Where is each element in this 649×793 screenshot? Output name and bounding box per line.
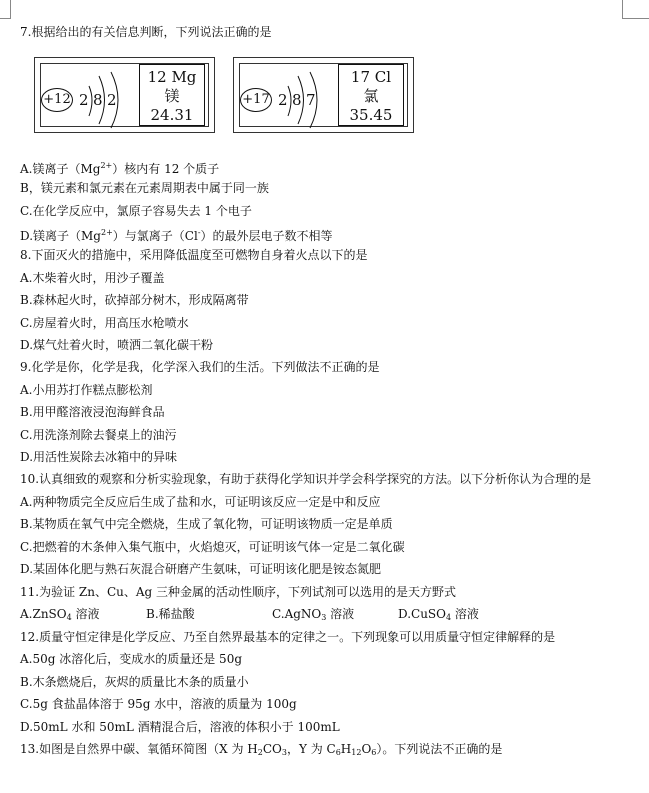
q10-b-text: B.某物质在氧气中完全燃烧，生成了氧化物，可证明该物质一定是单质 bbox=[20, 517, 393, 531]
q11-stem bbox=[20, 584, 645, 600]
q10-d-text: D.某固体化肥与熟石灰混合研磨产生氨味，可证明该化肥是铵态氮肥 bbox=[20, 562, 382, 576]
cl-symbol: Cl bbox=[374, 68, 392, 86]
q11-a-text: A.ZnSO bbox=[20, 607, 67, 621]
mg-shell-arc-1 bbox=[89, 86, 92, 116]
q8-a-text: A.木柴着火时，用沙子覆盖 bbox=[20, 271, 165, 285]
q7-a-text-end: ）核内有 12 个质子 bbox=[112, 162, 220, 176]
page-corner-mark-right bbox=[622, 0, 649, 19]
q13-stem bbox=[20, 741, 645, 757]
q12-stem-text: 12.质量守恒定律是化学反应、乃至自然界最基本的定律之一。下列现象可以用质量守恒定律解释的是 bbox=[20, 630, 556, 644]
q8-stem-text: 8.下面灭火的措施中，采用降低温度至可燃物自身着火点以下的是 bbox=[20, 248, 368, 262]
q7-option-d bbox=[20, 225, 645, 241]
mg-element-figure bbox=[34, 57, 215, 133]
q11-option-a bbox=[20, 606, 146, 626]
q10-c-text: C.把燃着的木条伸入集气瓶中，火焰熄灭，可证明该气体一定是二氧化碳 bbox=[20, 540, 405, 554]
q9-option-b bbox=[20, 404, 645, 420]
q7-a-text: A.镁离子（Mg bbox=[20, 162, 101, 176]
q11-d-subscript: 4 bbox=[445, 613, 452, 622]
q7-stem bbox=[20, 24, 645, 40]
q9-b-text: B.用甲醛溶液浸泡海鲜食品 bbox=[20, 405, 165, 419]
mg-shell-count-2: 8 bbox=[93, 91, 103, 109]
q9-option-a bbox=[20, 382, 645, 398]
cl-element-figure bbox=[233, 57, 414, 133]
q9-stem-text: 9.化学是你，化学是我，化学深入我们的生活。下列做法不正确的是 bbox=[20, 360, 380, 374]
q8-option-d bbox=[20, 337, 645, 353]
q8-option-b bbox=[20, 292, 645, 308]
q10-stem bbox=[20, 471, 645, 487]
q11-d-text: D.CuSO bbox=[398, 607, 446, 621]
q12-option-b bbox=[20, 674, 645, 690]
q12-option-d bbox=[20, 719, 645, 735]
q7-d-charge: 2+ bbox=[100, 228, 113, 237]
q7-b-text: B，镁元素和氯元素在元素周期表中属于同一族 bbox=[20, 181, 269, 195]
q12-c-text: C.5g 食盐晶体溶于 95g 水中，溶液的质量为 100g bbox=[20, 697, 297, 711]
q9-d-text: D.用活性炭除去冰箱中的异味 bbox=[20, 450, 178, 464]
q11-c-text-end: 溶液 bbox=[326, 607, 355, 621]
q7-d-text: D.镁离子（Mg bbox=[20, 229, 101, 243]
q8-option-a bbox=[20, 270, 645, 286]
cl-periodic-card bbox=[338, 64, 404, 126]
q13-sub-3: 6 bbox=[335, 748, 341, 757]
q12-d-text: D.50mL 水和 50mL 酒精混合后，溶液的体积小于 100mL bbox=[20, 720, 340, 734]
q10-option-a bbox=[20, 494, 645, 510]
q11-options-row bbox=[20, 606, 645, 622]
mg-atomic-mass: 24.31 bbox=[150, 106, 194, 124]
mg-shell-count-1: 2 bbox=[79, 91, 89, 109]
q9-option-c bbox=[20, 427, 645, 443]
q7-c-text: C.在化学反应中，氯原子容易失去 1 个电子 bbox=[20, 204, 252, 218]
q11-stem-text: 11.为验证 Zn、Cu、Ag 三种金属的活动性顺序，下列试剂可以选用的是天方野式 bbox=[20, 585, 457, 599]
cl-nucleus: +17 bbox=[240, 88, 272, 112]
q9-option-d bbox=[20, 449, 645, 465]
cl-shell-count-3: 7 bbox=[306, 91, 316, 109]
cl-shell-count-2: 8 bbox=[292, 91, 302, 109]
q13-text-1: CO bbox=[262, 742, 282, 756]
q7-d-text-mid: ）与氯离子（Cl bbox=[112, 229, 198, 243]
q13-sub-5: 6 bbox=[371, 748, 377, 757]
cl-shell-count-1: 2 bbox=[278, 91, 288, 109]
mg-element-name: 镁 bbox=[164, 87, 180, 105]
q10-stem-text: 10.认真细致的观察和分析实验现象，有助于获得化学知识并学会科学探究的方法。以下分析你认为合理的是 bbox=[20, 472, 592, 486]
q12-a-text: A.50g 冰溶化后，变成水的质量还是 50g bbox=[20, 652, 243, 666]
q13-stem-text: 13.如图是自然界中碳、氧循环简图（X 为 H bbox=[20, 742, 258, 756]
q11-a-subscript: 4 bbox=[66, 613, 72, 622]
q10-option-c bbox=[20, 539, 645, 555]
q7-a-charge: 2+ bbox=[100, 161, 113, 170]
q7-option-a bbox=[20, 158, 645, 174]
q7-stem-text: 7.根据给出的有关信息判断，下列说法正确的是 bbox=[20, 25, 272, 39]
q11-option-b bbox=[146, 606, 272, 622]
q11-option-d bbox=[398, 606, 524, 626]
q8-b-text: B.森林起火时，砍掉部分树木，形成隔离带 bbox=[20, 293, 249, 307]
q10-a-text: A.两种物质完全反应后生成了盐和水，可证明该反应一定是中和反应 bbox=[20, 495, 381, 509]
q7-d-text-end: ）的最外层电子数不相等 bbox=[200, 229, 333, 243]
mg-symbol: Mg bbox=[171, 68, 197, 86]
q11-option-c bbox=[272, 606, 398, 626]
q13-sub-4: 12 bbox=[351, 748, 362, 757]
q9-a-text: A.小用苏打作糕点膨松剂 bbox=[20, 383, 153, 397]
cl-element-name: 氯 bbox=[363, 87, 379, 105]
mg-atomic-number: 12 bbox=[147, 68, 167, 86]
q11-d-text-end: 溶液 bbox=[451, 607, 479, 621]
q13-sub-2: 3 bbox=[281, 748, 287, 757]
q13-text-4: O bbox=[361, 742, 372, 756]
q12-option-c bbox=[20, 696, 645, 712]
mg-periodic-card bbox=[139, 64, 205, 126]
q11-b-text: B.稀盐酸 bbox=[146, 607, 195, 621]
cl-atomic-number: 17 bbox=[350, 68, 371, 86]
q13-text-3: H bbox=[340, 742, 352, 756]
q7-option-c bbox=[20, 203, 645, 219]
q7-d-charge-2: - bbox=[197, 228, 201, 237]
q8-stem bbox=[20, 247, 645, 263]
q9-stem bbox=[20, 359, 645, 375]
q11-a-text-end: 溶液 bbox=[71, 607, 100, 621]
q8-option-c bbox=[20, 315, 645, 331]
q8-d-text: D.煤气灶着火时，喷洒二氧化碳干粉 bbox=[20, 338, 214, 352]
q10-option-d bbox=[20, 561, 645, 577]
q13-text-2: ，Y 为 C bbox=[286, 742, 336, 756]
q11-c-subscript: 3 bbox=[321, 613, 327, 622]
page-corner-mark-left bbox=[0, 0, 11, 19]
mg-shell-count-3: 2 bbox=[107, 91, 117, 109]
mg-nucleus: +12 bbox=[41, 88, 73, 112]
q9-c-text: C.用洗涤剂除去餐桌上的油污 bbox=[20, 428, 177, 442]
cl-shell-arc-1 bbox=[288, 86, 291, 116]
q10-option-b bbox=[20, 516, 645, 532]
q12-option-a bbox=[20, 651, 645, 667]
q12-stem bbox=[20, 629, 645, 645]
q7-option-b bbox=[20, 180, 645, 196]
q12-b-text: B.木条燃烧后，灰烬的质量比木条的质量小 bbox=[20, 675, 249, 689]
q13-sub-1: 2 bbox=[257, 748, 263, 757]
q13-stem-text-end: ）。下列说法不正确的是 bbox=[376, 742, 503, 756]
q11-c-text: C.AgNO bbox=[272, 607, 322, 621]
q8-c-text: C.房屋着火时，用高压水枪喷水 bbox=[20, 316, 189, 330]
cl-atomic-mass: 35.45 bbox=[349, 106, 393, 124]
